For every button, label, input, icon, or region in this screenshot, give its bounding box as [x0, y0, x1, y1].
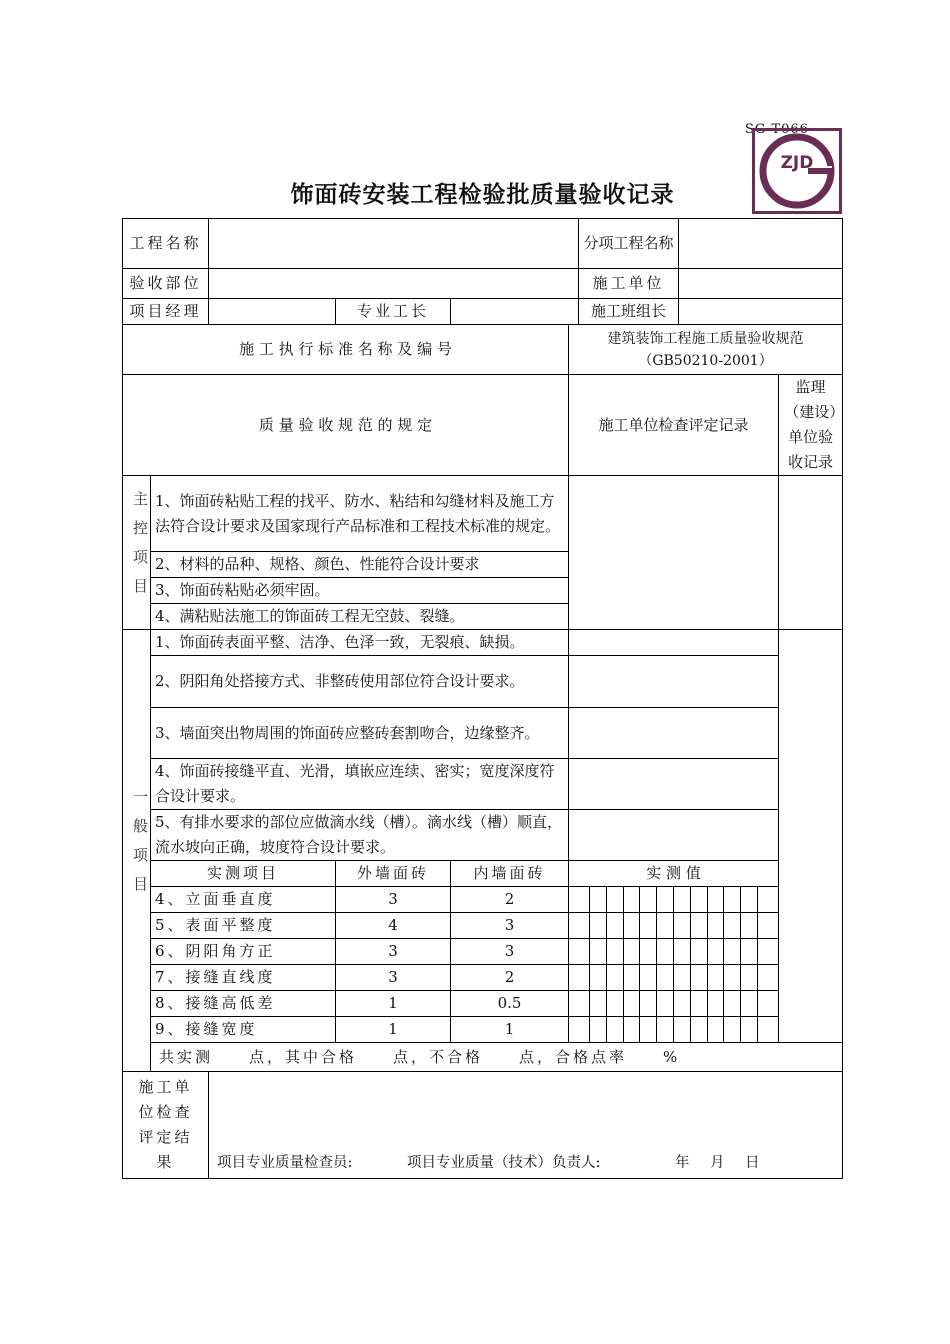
spec-column-header: 质 量 验 收 规 范 的 规 定 — [123, 375, 569, 476]
measure-values-grid[interactable] — [569, 965, 779, 991]
measure-values-grid[interactable] — [569, 913, 779, 939]
document-title: 饰面砖安装工程检验批质量验收记录 — [290, 182, 675, 208]
measure-item: 8、接缝高低差 — [151, 991, 336, 1017]
team-leader-label: 施工班组长 — [579, 299, 679, 325]
general-item-3-record[interactable] — [569, 708, 779, 759]
measure-item: 7、接缝直线度 — [151, 965, 336, 991]
foreman-field[interactable] — [451, 299, 579, 325]
measure-values-grid[interactable] — [569, 991, 779, 1017]
main-item-4: 4、满粘贴法施工的饰面砖工程无空鼓、裂缝。 — [151, 604, 569, 630]
summary-line: 共实测 点，其中合格 点，不合格 点，合格点率 % — [151, 1043, 843, 1072]
measure-item: 5、表面平整度 — [151, 913, 336, 939]
measure-outer: 3 — [336, 965, 451, 991]
measure-inner: 3 — [451, 939, 569, 965]
measure-inner: 1 — [451, 1017, 569, 1043]
construction-unit-field[interactable] — [679, 269, 843, 299]
supervisor-column-header: 监理（建设）单位验收记录 — [779, 375, 843, 476]
measure-header-item: 实测项目 — [151, 861, 336, 887]
main-items-unit-record[interactable] — [569, 476, 779, 630]
foreman-label: 专业工长 — [336, 299, 451, 325]
main-item-3: 3、饰面砖粘贴必须牢固。 — [151, 578, 569, 604]
measure-outer: 3 — [336, 939, 451, 965]
project-manager-field[interactable] — [209, 299, 336, 325]
team-leader-field[interactable] — [679, 299, 843, 325]
measure-item: 4、立面垂直度 — [151, 887, 336, 913]
measure-item: 9、接缝宽度 — [151, 1017, 336, 1043]
measure-outer: 4 — [336, 913, 451, 939]
measure-inner: 2 — [451, 965, 569, 991]
standard-value: 建筑装饰工程施工质量验收规范（GB50210-2001） — [569, 325, 843, 375]
inspector-signature-label: 项目专业质量检查员: — [217, 1155, 353, 1171]
logo-text: ZJD — [780, 153, 814, 173]
main-item-1: 1、饰面砖粘贴工程的找平、防水、粘结和勾缝材料及施工方法符合设计要求及国家现行产品标准和工程技术标准的规定。 — [151, 476, 569, 552]
measure-values-grid[interactable] — [569, 1017, 779, 1043]
general-item-5: 5、有排水要求的部位应做滴水线（槽）。滴水线（槽）顺直，流水坡向正确，坡度符合设计要求。 — [151, 810, 569, 861]
measure-outer: 3 — [336, 887, 451, 913]
acceptance-form — [122, 218, 843, 1179]
acceptance-part-field[interactable] — [209, 269, 579, 299]
main-items-label: 主控项目 — [123, 476, 151, 630]
measure-inner: 0.5 — [451, 991, 569, 1017]
main-item-2: 2、材料的品种、规格、颜色、性能符合设计要求 — [151, 552, 569, 578]
measure-item: 6、阴阳角方正 — [151, 939, 336, 965]
general-item-4-record[interactable] — [569, 759, 779, 810]
construction-unit-label: 施工单位 — [579, 269, 679, 299]
measure-outer: 1 — [336, 991, 451, 1017]
project-manager-label: 项目经理 — [123, 299, 209, 325]
general-item-5-record[interactable] — [569, 810, 779, 861]
general-item-1: 1、饰面砖表面平整、洁净、色泽一致，无裂痕、缺损。 — [151, 630, 569, 656]
standard-label: 施 工 执 行 标 准 名 称 及 编 号 — [123, 325, 569, 375]
main-items-supervisor-record[interactable] — [779, 476, 843, 630]
result-label: 施工单位检查评定结果 — [123, 1072, 209, 1179]
measure-values-grid[interactable] — [569, 939, 779, 965]
sub-project-label: 分项工程名称 — [579, 219, 679, 269]
measure-header-values: 实 测 值 — [569, 861, 779, 887]
tech-lead-signature-label: 项目专业质量（技术）负责人: — [407, 1155, 601, 1171]
form-code: SG-T066 — [745, 122, 809, 137]
sign-date: 年 月 日 — [675, 1155, 763, 1171]
sub-project-field[interactable] — [679, 219, 843, 269]
measure-header-outer: 外墙面砖 — [336, 861, 451, 887]
acceptance-part-label: 验收部位 — [123, 269, 209, 299]
general-items-label: 一般项目 — [123, 630, 151, 1072]
general-item-2: 2、阴阳角处搭接方式、非整砖使用部位符合设计要求。 — [151, 656, 569, 708]
project-name-field[interactable] — [209, 219, 579, 269]
project-name-label: 工程名称 — [123, 219, 209, 269]
general-items-supervisor-record[interactable] — [779, 630, 843, 1043]
measure-inner: 3 — [451, 913, 569, 939]
measure-outer: 1 — [336, 1017, 451, 1043]
general-item-1-record[interactable] — [569, 630, 779, 656]
general-item-2-record[interactable] — [569, 656, 779, 708]
unit-check-column-header: 施工单位检查评定记录 — [569, 375, 779, 476]
result-field[interactable] — [209, 1072, 843, 1179]
measure-header-inner: 内墙面砖 — [451, 861, 569, 887]
general-item-3: 3、墙面突出物周围的饰面砖应整砖套割吻合，边缘整齐。 — [151, 708, 569, 759]
measure-values-grid[interactable] — [569, 887, 779, 913]
general-item-4: 4、饰面砖接缝平直、光滑，填嵌应连续、密实；宽度深度符合设计要求。 — [151, 759, 569, 810]
measure-inner: 2 — [451, 887, 569, 913]
